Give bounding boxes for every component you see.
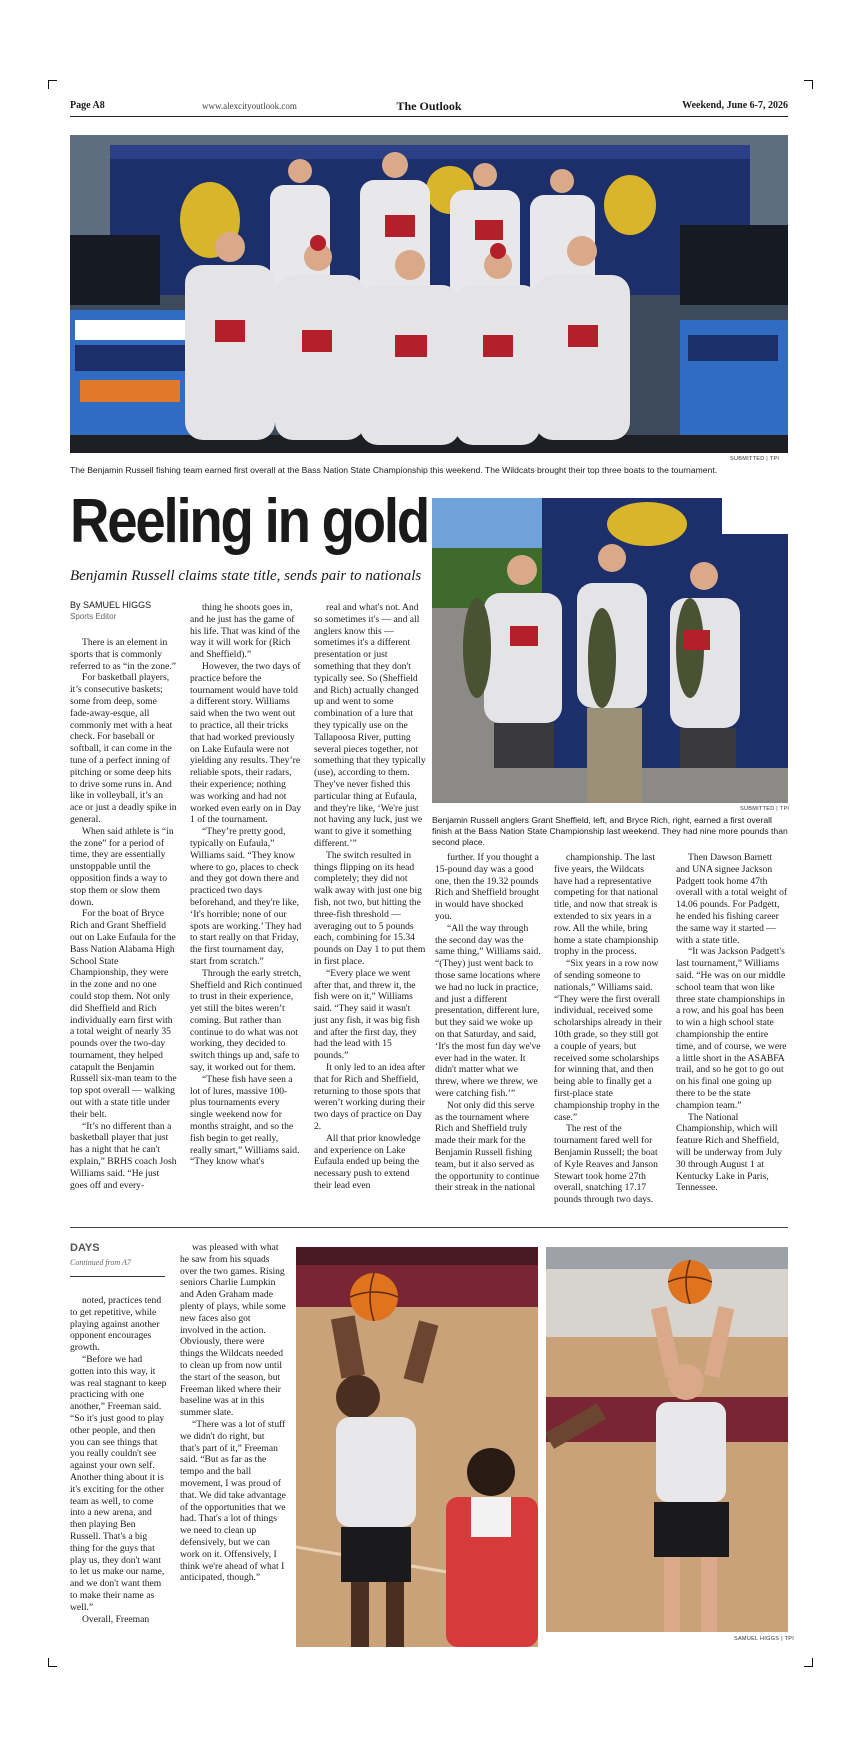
- paragraph: Through the early stretch, Sheffield and Rich continued to trust in their experience, yet still the bites weren’t coming. But rather than continue to do what was not working, they decided to switch things up and, safe to say, it worked out for them.: [190, 967, 302, 1074]
- paragraph: further. If you thought a 15-pound day was a good one, then the 19.32 pounds Rich and Sheffield brought in would have shocked you.: [435, 852, 540, 922]
- paragraph: “It’s no different than a basketball player that just has a night that he can't explain,” BRHS coach Josh Williams said. “He just goes off and every-: [70, 1120, 177, 1191]
- team-photo: [70, 135, 788, 453]
- section-divider: [70, 1227, 788, 1228]
- days-continued-from: Continued from A7: [70, 1258, 131, 1267]
- crop-mark-top-left: [48, 80, 57, 89]
- publication-name: The Outlook: [396, 99, 462, 113]
- paragraph: However, the two days of practice before the tournament would have told a different story. Williams said when the two went out to practice, all their tricks that had worked previously on Lake Eufaula were not yielding any results. They’re reliable spots, their radars, their experience; nothing was working and had not worked even early on in Day 1 of the tournament.: [190, 660, 302, 826]
- story-column-3: [314, 602, 426, 1192]
- team-photo-caption: The Benjamin Russell fishing team earned first overall at the Bass Nation State Championship this weekend. The Wildcats brought their top three boats to the tournament.: [70, 465, 718, 475]
- paragraph: “Before we had gotten into this way, it was real stagnant to keep practicing with one another,” Freeman said. “So it's just good to play other people, and then you can see things that you really couldn't see against your own self. Another thing about it is it's exciting for the other team as well, to come into a new arena, and then playing Ben Russell. That's a big thing for the guys that play us, they don't want to let us make our name, and we don't want them to make their name as well.”: [70, 1353, 167, 1613]
- paragraph: It only led to an idea after that for Rich and Sheffield, returning to those spots that weren’t working during their two days of practice on Day 2.: [314, 1062, 426, 1133]
- anglers-photo: [432, 498, 788, 803]
- paragraph: “They’re pretty good, typically on Eufaula,” Williams said. “They know where to go, places to check and they got down there and practiced two days beforehand, and they're like, ‘It's horrible; none of our spots are working.’ They had to start really on that Friday, the first tournament day, start from scratch.”: [190, 826, 302, 967]
- paragraph: real and what's not. And so sometimes it's — and all anglers know this — sometimes it's a different presentation or just something that they don't typically see. So (Sheffield and Rich) actually changed up and went to some combination of a lure that they typically use on the Tallapoosa River, putting several pieces together, not something that they typically (use), according to them. They've never fished this particular thing at Eufaula, and they're like, ‘We're just not having any luck, just we want to give it something different.’”: [314, 602, 426, 849]
- paragraph: thing he shoots goes in, and he just has the game of his life. That was kind of the way it will work for (Rich and Sheffield).”: [190, 602, 300, 661]
- page-folio: [70, 98, 788, 117]
- days-jump-label: DAYS: [70, 1242, 100, 1254]
- paragraph: “Every place we went after that, and threw it, the fish were on it,” Williams said. “They said it wasn't just any fish, it was big fish and after the first day, they had the lead with 15 pounds.”: [314, 967, 420, 1062]
- anglers-photo-credit: SUBMITTED | TPI: [740, 806, 790, 812]
- paragraph: “There was a lot of stuff we didn't do right, but that's part of it,” Freeman said. “But as far as the tempo and the ball movement, I was proud of that. We did take advantage of the opportunities that we had. That's a lot of things we need to clean up defensively, but we can work on it. Offensively, I think we're ahead of what I anticipated, though.”: [180, 1418, 286, 1584]
- basketball-photo-credit-outlet: TPI: [784, 1636, 795, 1642]
- basketball-photo-credit-source: SAMUEL HIGGS: [734, 1636, 780, 1642]
- anglers-photo-credit-outlet: TPI: [779, 806, 790, 812]
- crop-mark-bottom-left: [48, 1658, 57, 1667]
- days-label-rule: [70, 1276, 165, 1277]
- paragraph: “All the way through the second day was the same thing,” Williams said. “(They) just went back to those same locations where we had no luck in practice, and just a different presentation, different lure, but they said we woke up on that Saturday, and said, ‘It's the most fun day we've ever had in the water. It didn't matter what we threw, where we threw, we were catching fish.’”: [435, 922, 541, 1099]
- basketball-photo-left: [296, 1247, 538, 1647]
- byline-role: Sports Editor: [70, 612, 117, 621]
- crop-mark-top-right: [804, 80, 813, 89]
- story-column-1: [70, 637, 177, 1191]
- paragraph: There is an element in sports that is commonly referred to as “in the zone.”: [70, 637, 177, 672]
- anglers-photo-caption: Benjamin Russell anglers Grant Sheffield, left, and Bryce Rich, right, earned a first overall finish at the Bass Nation State Championship last weekend. They had nine more pounds than second place.: [432, 815, 788, 847]
- team-photo-credit: SUBMITTED | TPI: [730, 456, 780, 462]
- paragraph: All that prior knowledge and experience on Lake Eufaula ended up being the necessary push to extend their lead even: [314, 1132, 421, 1192]
- paragraph: The rest of the tournament fared well for Benjamin Russell; the boat of Kyle Reaves and Janson Stewart took home 27th overall, snatching 17.17 pounds through two days.: [554, 1123, 658, 1206]
- paragraph: “It was Jackson Padgett's last tournament,” Williams said. “He was on our middle school team that won like three state championships in a row, and his goal has been to win a high school state championship the entire time, and of course, we were a little short in the ASABFA trail, and so he got to go out on his final one going up there to be the state champion team.”: [676, 946, 787, 1111]
- paragraph: noted, practices tend to get repetitive, while playing against another opponent encourages growth.: [70, 1295, 162, 1354]
- story-column-5: [554, 852, 664, 1206]
- paragraph: The National Championship, which will feature Rich and Sheffield, will be underway from July 30 through August 1 at Kentucky Lake in Paris, Tennessee.: [676, 1111, 783, 1194]
- paragraph: Then Dawson Barnett and UNA signee Jackson Padgett took home 47th overall with a total weight of 14.06 pounds. For Padgett, he ended his fishing career the same way it started — with a state title.: [676, 852, 788, 946]
- team-photo-credit-outlet: TPI: [769, 456, 780, 462]
- team-photo-credit-source: SUBMITTED: [730, 456, 765, 462]
- paragraph: Overall, Freeman: [82, 1613, 150, 1625]
- story-column-4: [435, 852, 542, 1194]
- story-deck: Benjamin Russell claims state title, sends pair to nationals: [70, 568, 422, 584]
- days-column-2: [180, 1242, 286, 1584]
- story-column-6: [676, 852, 788, 1194]
- story-headline: Reeling in gold: [70, 487, 429, 556]
- basketball-photo-credit: SAMUEL HIGGS | TPI: [734, 1636, 795, 1642]
- story-byline: [70, 600, 151, 621]
- days-column-1: [70, 1295, 168, 1625]
- page-number: Page A8: [70, 100, 105, 111]
- paragraph: was pleased with what he saw from his squads over the two games. Rising seniors Charlie Lumpkin and Aden Graham made plenty of plays, while some new faces also got involved in the action. Obviously, there were things the Wildcats needed to clean up from now until the start of the season, but Freeman liked where their baseline was at in this summer slate.: [180, 1242, 286, 1419]
- paragraph: For basketball players, it’s consecutive baskets; some from deep, some fade-away-esque, all commonly met with a heat check. For baseball or softball, it can come in the tune of a perfect inning of pitching or some deep hits to drive some runs in. And like in volleyball, it’s an ace or just a deadly spike in general.: [70, 672, 177, 825]
- byline-author: By SAMUEL HIGGS: [70, 600, 152, 610]
- paragraph: For the boat of Bryce Rich and Grant Sheffield out on Lake Eufaula for the Bass Nation Alabama High School State Championship, they were in the zone and no one could stop them. Not only did Sheffield and Rich individually earn first with a total weight of nearly 35 pounds over the two-day tournament, they helped catapult the Benjamin Russell six-man team to the top spot overall — walking out with a state title under their belt.: [70, 908, 177, 1120]
- paragraph: “These fish have seen a lot of lures, massive 100-plus tournaments every single weekend now for months straight, and so the fish begin to get really, really smart,” Williams said. “They know what's: [190, 1073, 300, 1168]
- anglers-photo-credit-source: SUBMITTED: [740, 806, 775, 812]
- basketball-photo-right: [546, 1247, 788, 1632]
- paragraph: The switch resulted in things flipping on its head completely; they did not walk away with just one big fish, not two, but hitting the three-fish threshold — averaging out to 5 pounds each, combining for 15.34 pounds on Day 1 to put them in first place.: [314, 849, 426, 967]
- crop-mark-bottom-right: [804, 1658, 813, 1667]
- story-column-2: [190, 602, 302, 1168]
- issue-date: Weekend, June 6-7, 2026: [682, 100, 788, 111]
- paragraph: championship. The last five years, the Wildcats have had a representative competing for that national title, and now that streak is extended to six years in a row. All the while, bring home a state championship trophy in the process.: [554, 852, 659, 958]
- site-url: www.alexcityoutlook.com: [202, 101, 297, 111]
- paragraph: When said athlete is “in the zone” for a period of time, they are essentially unstoppable until the opposition finds a way to stop them or slow them down.: [70, 825, 174, 908]
- paragraph: “Six years in a row now of sending someone to nationals,” Williams said. “They were the first overall individual, received some scholarships already in their 10th grade, so they still got a couple of years, but received some scholarships for winning that, and then being able to finally get a first-place state championship trophy in the case.”: [554, 958, 662, 1123]
- paragraph: Not only did this serve as the tournament where Rich and Sheffield truly made their mark for the Benjamin Russell fishing team, but it also served as the opportunity to continue their streak in the national: [435, 1099, 540, 1194]
